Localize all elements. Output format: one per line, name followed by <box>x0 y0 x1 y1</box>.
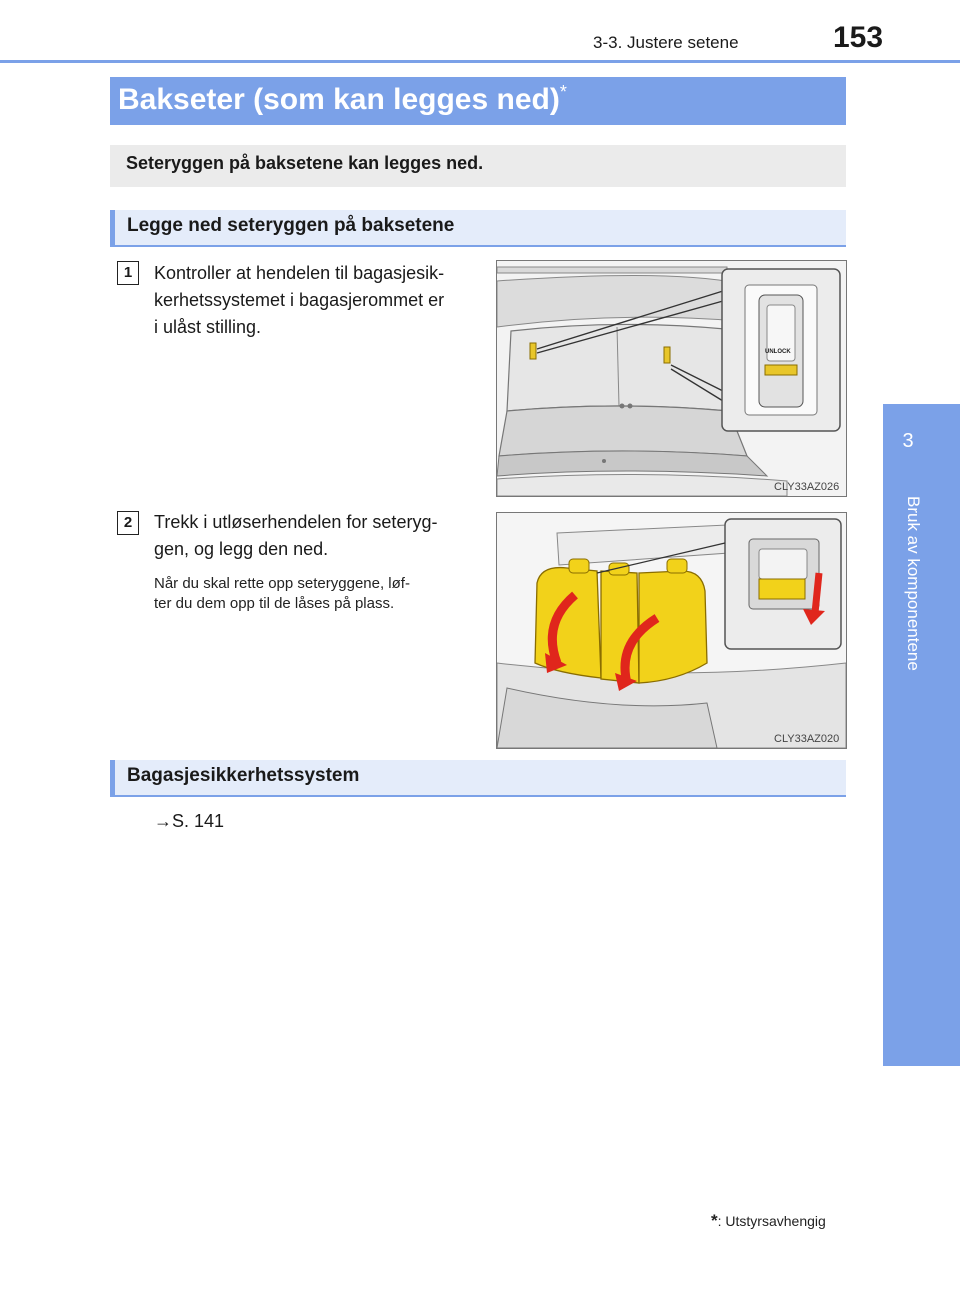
step-2-text <box>154 509 484 563</box>
step-number-1: 1 <box>117 261 139 285</box>
figure-code: CLY33AZ026 <box>774 481 840 493</box>
step-1-line: i ulåst stilling. <box>154 317 262 337</box>
header-section-title: 3-3. Justere setene <box>593 33 739 52</box>
trunk-illustration <box>497 261 846 496</box>
header-rule <box>0 60 960 63</box>
step-1-text <box>154 260 484 341</box>
optional-equipment-marker: * <box>559 82 567 102</box>
step-2-note <box>154 574 484 614</box>
rear-seat-illustration <box>497 513 846 748</box>
figure-trunk-unlock-lever <box>496 260 847 497</box>
section-heading-rule <box>110 245 846 247</box>
footnote-marker: * <box>711 1211 718 1230</box>
intro-text: Seteryggen på baksetene kan legges ned. <box>126 153 484 173</box>
unlock-label: UNLOCK <box>765 349 791 355</box>
step-2-line: Trekk i utløserhendelen for seteryg- <box>154 512 438 532</box>
footnote-text: : Utstyrsavhengig <box>717 1213 826 1229</box>
step-2-line: gen, og legg den ned. <box>154 539 329 559</box>
step-1-line: kerhetssystemet i bagasjerommet er <box>154 290 445 310</box>
step-1-line: Kontroller at hendelen til bagasjesik- <box>154 263 445 283</box>
section-heading-luggage-security: Bagasjesikkerhetssystem <box>127 765 360 786</box>
chapter-number: 3 <box>902 430 914 452</box>
figure-rear-seat-fold <box>496 512 847 749</box>
figure-code: CLY33AZ020 <box>774 733 840 745</box>
page-reference-link[interactable]: →S. 141 <box>154 811 225 831</box>
chapter-title: Bruk av komponentene <box>904 496 923 671</box>
section-heading-fold-seatback: Legge ned seteryggen på baksetene <box>127 215 455 236</box>
step-number-2: 2 <box>117 511 139 535</box>
page-title-text: Bakseter (som kan legges ned) <box>118 83 560 116</box>
page-title <box>118 82 567 117</box>
step-2-note-line: ter du dem opp til de låses på plass. <box>154 595 395 612</box>
step-2-note-line: Når du skal rette opp seteryggene, løf- <box>154 575 410 592</box>
section-heading-rule <box>110 795 846 797</box>
page-number: 153 <box>833 21 884 54</box>
footnote <box>711 1211 826 1231</box>
